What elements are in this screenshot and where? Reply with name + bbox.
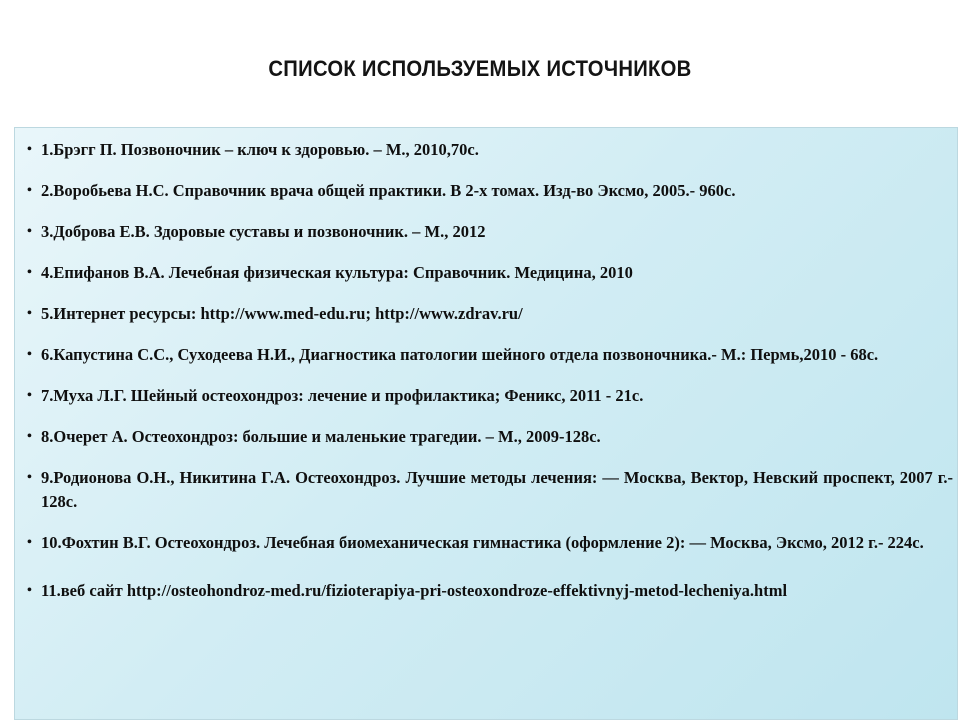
list-item (27, 302, 953, 326)
source-text: 1.Брэгг П. Позвоночник – ключ к здоровью. – М., 2010,70с. (41, 140, 479, 159)
bullet-icon: • (27, 306, 32, 321)
list-item (27, 261, 953, 285)
bullet-icon: • (27, 429, 32, 444)
list-item (27, 220, 953, 244)
list-item (27, 179, 953, 203)
list-item (27, 425, 953, 449)
source-text: 7.Муха Л.Г. Шейный остеохондроз: лечение и профилактика; Феникс, 2011 - 21с. (41, 386, 644, 405)
source-text: 11.веб сайт http://osteohondroz-med.ru/fizioterapiya-pri-osteoxondroze-effektivnyj-metod-lecheniya.html (41, 581, 788, 600)
bullet-icon: • (27, 470, 32, 485)
source-text: 5.Интернет ресурсы: http://www.med-edu.ru; http://www.zdrav.ru/ (41, 304, 523, 323)
bullet-icon: • (27, 224, 32, 239)
source-text: 3.Доброва Е.В. Здоровые суставы и позвоночник. – М., 2012 (41, 222, 486, 241)
source-text: 10.Фохтин В.Г. Остеохондроз. Лечебная биомеханическая гимнастика (оформление 2): — Москва, Эксмо, 2012 г.- 224с. (41, 533, 924, 552)
list-item (27, 579, 953, 603)
bullet-icon: • (27, 183, 32, 198)
bullet-icon: • (27, 388, 32, 403)
bullet-icon: • (27, 142, 32, 157)
bullet-icon: • (27, 347, 32, 362)
list-item (27, 138, 953, 162)
source-text: 6.Капустина С.С., Суходеева Н.И., Диагностика патологии шейного отдела позвоночника.- М.: Пермь,2010 - 68с. (41, 345, 879, 364)
list-item (27, 466, 953, 514)
source-text: 8.Очерет А. Остеохондроз: большие и маленькие трагедии. – М., 2009-128с. (41, 427, 601, 446)
source-text: 4.Епифанов В.А. Лечебная физическая культура: Справочник. Медицина, 2010 (41, 263, 633, 282)
bullet-icon: • (27, 535, 32, 550)
source-text: 2.Воробьева Н.С. Справочник врача общей практики. В 2-х томах. Изд-во Эксмо, 2005.- 960с. (41, 181, 736, 200)
list-item (27, 384, 953, 408)
list-item (27, 531, 953, 555)
list-item (27, 343, 953, 367)
sources-list (27, 138, 953, 620)
bullet-icon: • (27, 265, 32, 280)
source-text: 9.Родионова О.Н., Никитина Г.А. Остеохондроз. Лучшие методы лечения: — Москва, Вектор, Невский проспект, 2007 г.- 128с. (41, 468, 953, 511)
bullet-icon: • (27, 583, 32, 598)
sources-panel (14, 127, 958, 720)
page-title: СПИСОК ИСПОЛЬЗУЕМЫХ ИСТОЧНИКОВ (268, 56, 692, 81)
